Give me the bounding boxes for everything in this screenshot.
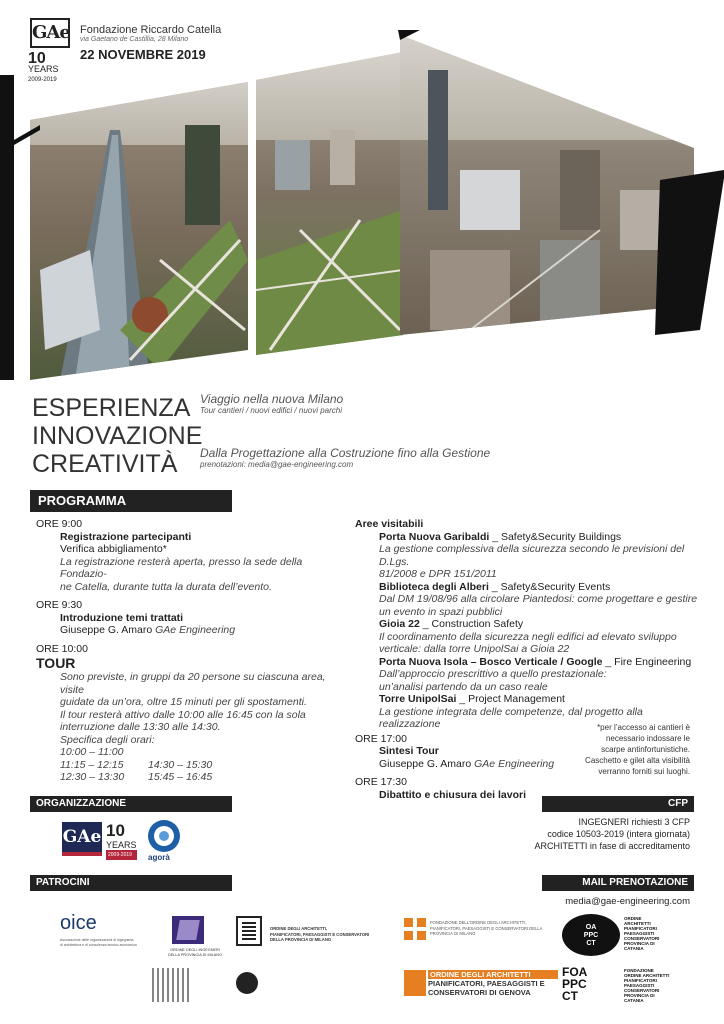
- tour-title: TOUR: [36, 655, 76, 671]
- org-address: via Gaetano de Castillia, 28 Milano: [80, 36, 189, 43]
- subtitle-1: Viaggio nella nuova Milano: [200, 392, 344, 406]
- oice-sub: Associazione delle organizzazioni di ingegneria, di architettura e di consulenza tecnico-economica: [60, 938, 137, 947]
- sintesi-company: GAe Engineering: [474, 757, 555, 770]
- area-5-name: Torre UnipolSai: [379, 693, 457, 705]
- registration-title: Registrazione partecipanti: [60, 530, 192, 543]
- agora-label: agorà: [148, 853, 170, 862]
- organizzazione-header: ORGANIZZAZIONE: [30, 796, 232, 812]
- slot-4: 14:30 – 15:30: [148, 758, 213, 771]
- years-badge: 10 YEARS 2009-2019: [28, 50, 59, 83]
- area-3-desc-1: Il coordinamento della sicurezza negli edifici ad elevato sviluppo: [379, 630, 677, 643]
- tour-desc-2: guidate da un’ora, oltre 15 minuti per gli spostamenti.: [60, 696, 307, 708]
- sintesi-person: Giuseppe G. Amaro: [379, 757, 472, 770]
- area-3-desc-2: verticale: dalla torre UnipolSai a Gioia 22: [379, 643, 570, 655]
- sintesi-title: Sintesi Tour: [379, 745, 439, 757]
- slot-2: 11:15 – 12:15: [60, 758, 124, 771]
- area-5-desc-1: La gestione integrata delle competenze, dal progetto alla realizzazione: [379, 705, 643, 730]
- registration-sub: Verifica abbigliamento*: [60, 543, 167, 555]
- mail-header: MAIL PRENOTAZIONE: [542, 875, 694, 891]
- programma-header: PROGRAMMA: [30, 490, 232, 512]
- programma-left: [36, 518, 346, 784]
- cfp-line-2: codice 10503-2019 (intera giornata): [547, 829, 690, 839]
- city-photos: [0, 30, 724, 380]
- time-9-00: ORE 9:00: [36, 518, 83, 530]
- area-3-name: Gioia 22: [379, 618, 420, 630]
- arch-milano-label: ORDINE DEGLI ARCHITETTI, PIANIFICATORI, PAESAGGISTI E CONSERVATORI DELLA PROVINCIA DI MILANO: [270, 926, 370, 942]
- mail-address[interactable]: media@gae-engineering.com: [565, 896, 690, 907]
- cfp-info: [470, 816, 690, 852]
- intro-person: Giuseppe G. Amaro: [60, 624, 153, 636]
- arch-genova-icon: [404, 970, 426, 996]
- ing-milano-icon: [172, 916, 204, 944]
- area-2-desc-2: un evento in spazi pubblici: [379, 605, 503, 618]
- patrocini-header: PATROCINI: [30, 875, 232, 891]
- area-2-name: Biblioteca degli Alberi: [379, 580, 489, 593]
- slot-5: 15:45 – 16:45: [148, 771, 213, 783]
- area-1-topic: _ Safety&Security Buildings: [489, 530, 622, 543]
- note-line-1: *per l’accesso ai cantieri è: [597, 723, 690, 732]
- area-5-topic: _ Project Management: [456, 693, 565, 705]
- area-1-name: Porta Nuova Garibaldi: [379, 530, 490, 543]
- arch-genova-label: ORDINE DEGLI ARCHITETTI PIANIFICATORI, PAESAGGISTI E CONSERVATORI DI GENOVA: [428, 970, 558, 997]
- photo-panel-2: [256, 50, 406, 360]
- closing-title: Dibattito e chiusura dei lavori: [379, 788, 527, 801]
- area-3-topic: _ Construction Safety: [419, 618, 524, 630]
- cfp-header: CFP: [542, 796, 694, 812]
- intro-company: GAe Engineering: [155, 624, 236, 636]
- tour-desc-5: Specifica degli orari:: [60, 733, 155, 746]
- aree-title: Aree visitabili: [355, 518, 424, 530]
- cfp-line-3: ARCHITETTI in fase di accreditamento: [534, 841, 690, 851]
- agora-logo-icon: [148, 820, 180, 852]
- title-line-1: ESPERIENZA: [32, 394, 191, 422]
- org-name: Fondazione Riccardo Catella: [80, 24, 222, 36]
- area-4-topic: _ Fire Engineering: [602, 655, 692, 668]
- tour-desc-3: Il tour resterà attivo dalle 10:00 alle 16:45 con la sola: [60, 708, 306, 721]
- area-2-desc-1: Dal DM 19/08/96 alla circolare Piantedosi: come progettare e gestire: [379, 593, 698, 605]
- note-line-2: necessario indossare le: [605, 734, 690, 743]
- oappc-logo: OA PPC CT: [562, 914, 620, 956]
- note-line-5: verranno forniti sui luoghi.: [598, 767, 690, 776]
- title-line-2: INNOVAZIONE: [32, 422, 203, 450]
- arch-milano-icon: [236, 916, 262, 946]
- photo-panel-1: [30, 70, 250, 380]
- fondazione-milano-label: FONDAZIONE DELL’ORDINE DEGLI ARCHITETTI, PIANIFICATORI, PAESAGGISTI E CONSERVATORI DELLA PROVINCIA DI MILANO: [430, 920, 543, 936]
- foappc-text: FONDAZIONE ORDINE ARCHITETTI PIANIFICATORI PAESAGGISTI CONSERVATORI PROVINCIA DI CATANIA: [624, 968, 670, 1003]
- subtitle-1-small: Tour cantieri / nuovi edifici / nuovi parchi: [200, 406, 342, 415]
- hero-title: [32, 394, 202, 478]
- area-2-topic: _ Safety&Security Events: [488, 580, 611, 593]
- safety-note: [560, 722, 690, 777]
- oappc-text: ORDINE ARCHITETTI PIANIFICATORI PAESAGGISTI CONSERVATORI PROVINCIA DI CATANIA: [624, 916, 660, 951]
- deco-bar-2: [655, 170, 724, 335]
- booking-email: prenotazioni: media@gae-engineering.com: [200, 460, 354, 469]
- photo-panel-3: [400, 30, 700, 340]
- area-1-desc-1: La gestione complessiva della sicurezza secondo le previsioni del D.Lgs.: [379, 543, 685, 568]
- time-17-00: ORE 17:00: [355, 732, 407, 745]
- area-1-desc-2: 81/2008 e DPR 151/2011: [379, 568, 497, 580]
- title-line-3: CREATIVITÀ: [32, 450, 178, 478]
- time-17-30: ORE 17:30: [355, 776, 407, 788]
- cfp-line-1: INGEGNERI richiesti 3 CFP: [578, 817, 690, 827]
- time-9-30: ORE 9:30: [36, 599, 83, 611]
- intro-title: Introduzione temi trattati: [60, 611, 184, 624]
- arch-perugia-icon: [152, 968, 192, 1002]
- oice-logo: oice: [60, 912, 97, 934]
- registration-desc-2: ne Catella, durante tutta la durata dell’evento.: [60, 580, 272, 593]
- area-4-desc-1: Dall’approccio prescrittivo a quello prestazionale:: [379, 668, 607, 680]
- fondazione-milano-icon: [404, 918, 426, 940]
- area-4-desc-2: un’analisi partendo da un caso reale: [379, 680, 548, 693]
- org-gae-logo: GAe: [62, 822, 102, 856]
- tour-desc-1: Sono previste, in gruppi da 20 persone su ciascuna area, visite: [60, 671, 326, 696]
- area-4-name: Porta Nuova Isola – Bosco Verticale / Google: [379, 655, 603, 668]
- event-date: 22 NOVEMBRE 2019: [80, 47, 206, 62]
- subtitle-2: Dalla Progettazione alla Costruzione fino alla Gestione: [200, 446, 491, 460]
- registration-desc-1: La registrazione resterà aperta, presso la sede della Fondazio-: [60, 555, 303, 580]
- note-line-3: scarpe antinfortunistiche.: [601, 745, 690, 754]
- ing-milano-label: ORDINE DEGLI INGEGNERI DELLA PROVINCIA DI MILANO: [167, 948, 223, 957]
- foappc-logo: FOA PPC CT: [562, 965, 588, 1003]
- slot-3: 12:30 – 13:30: [60, 771, 125, 783]
- arch-other-icon: [236, 972, 258, 994]
- gae-logo: GAe: [30, 18, 70, 48]
- time-10-00: ORE 10:00: [36, 642, 88, 655]
- slot-1: 10:00 – 11:00: [60, 746, 124, 758]
- org-years: 10 YEARS 2009-2019: [106, 821, 137, 858]
- tour-desc-4: interruzione dalle 13:30 alle 14:30.: [60, 721, 221, 733]
- note-line-4: Caschetto e gilet alta visibilità: [585, 756, 690, 765]
